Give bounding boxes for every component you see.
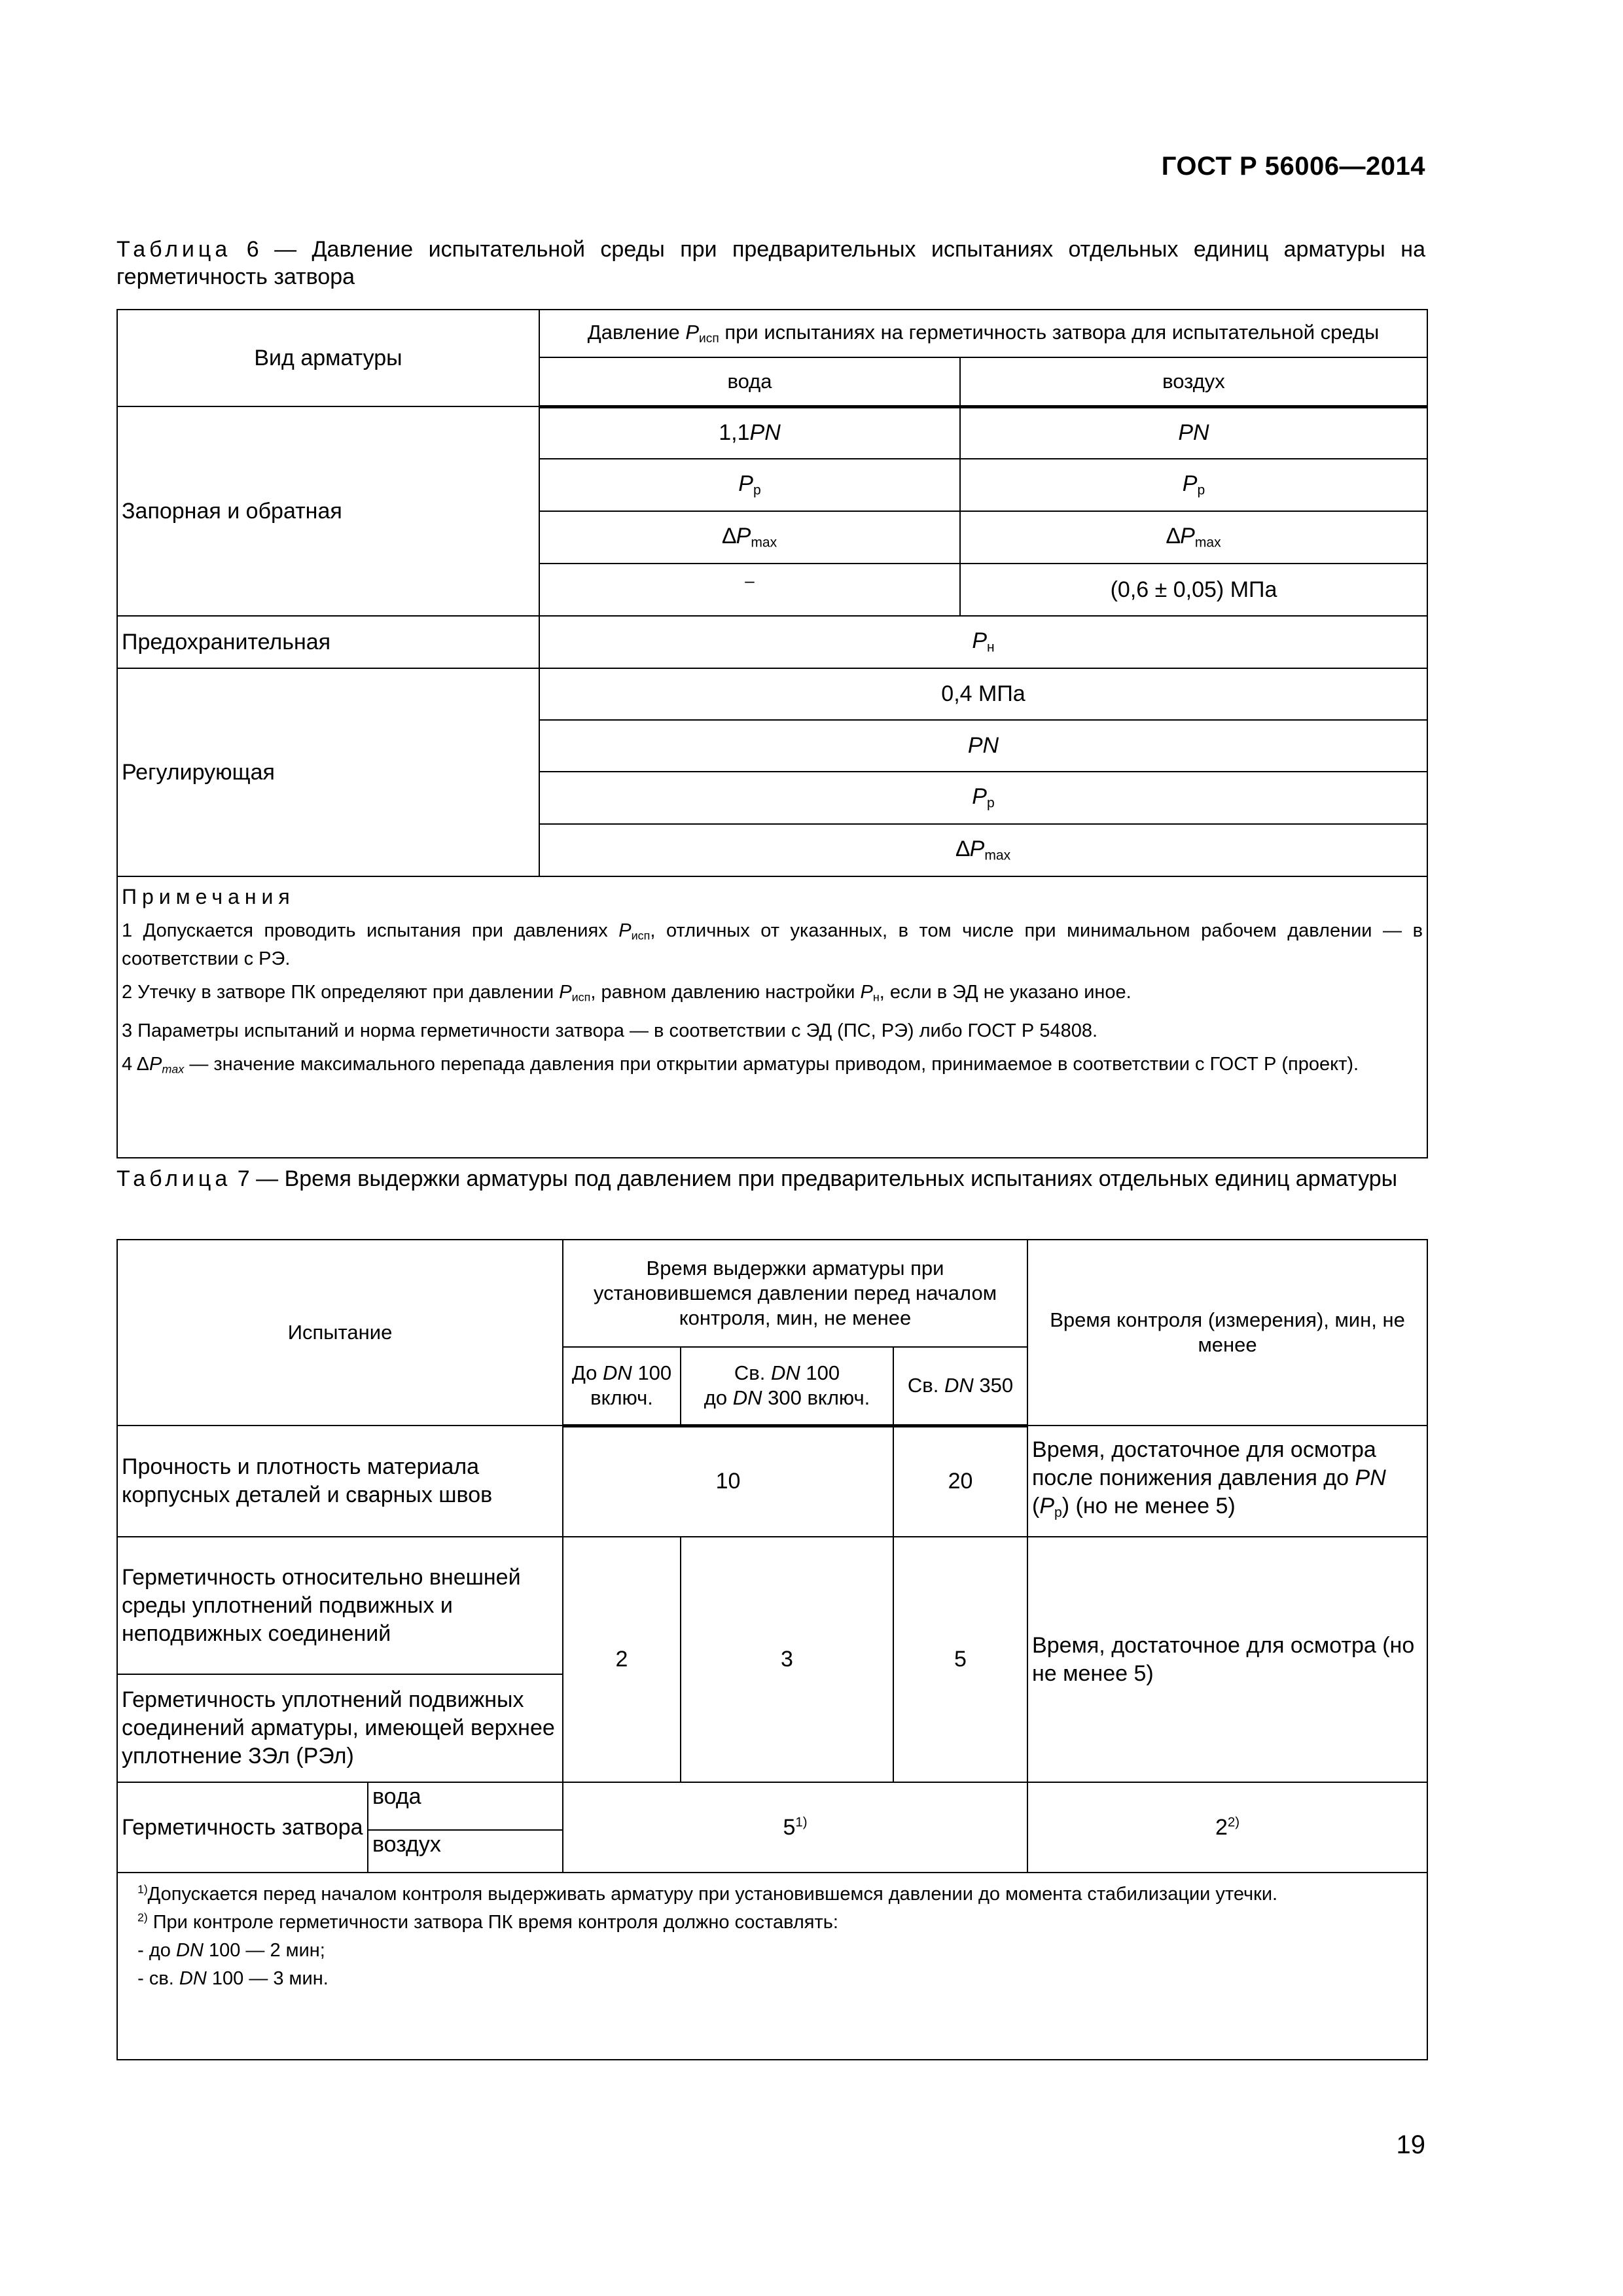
t7-shutter-water: вода bbox=[368, 1782, 563, 1830]
t7-head-dn-1: До DN 100 включ. bbox=[563, 1347, 681, 1426]
t6-shutoff-air-1: PN bbox=[960, 406, 1427, 459]
table7-caption bbox=[116, 1165, 1425, 1193]
footnote-1: $^{1)}$Допускается перед началом контроля выдерживать арматуру при установившемся давлении до момента стабилизации утечки. bbox=[137, 1882, 1278, 1905]
table7 bbox=[116, 1239, 1428, 2060]
t6-control-value-4: $\Delta P_{max}$ bbox=[539, 824, 1427, 876]
t7-external-control: Время, достаточное для осмотра (но не менее 5) bbox=[1027, 1537, 1427, 1782]
note-2: 2 Утечку в затворе ПК определяют при давлении $P_{исп}$, равном давлению настройки $P_н$, если в ЭД не указано иное. bbox=[122, 982, 1132, 1004]
t6-safety-value: $P_н$ bbox=[539, 616, 1427, 668]
t7-external-hold-2: 3 bbox=[681, 1537, 893, 1782]
t7-head-control-time: Время контроля (измерения), мин, не менее bbox=[1027, 1240, 1427, 1426]
t7-strength-hold-3: 20 bbox=[893, 1426, 1027, 1537]
t7-strength-label: Прочность и плотность материала корпусных деталей и сварных швов bbox=[117, 1426, 563, 1537]
t7-backseat-label: Герметичность уплотнений подвижных соединений арматуры, имеющей верхнее уплотнение ЗЭл (РЭл) bbox=[117, 1674, 563, 1782]
t7-strength-hold-12: 10 bbox=[563, 1426, 893, 1537]
footnote-2-item-1: - до DN 100 — 2 мин; bbox=[137, 1940, 325, 1961]
footnote-2: $^{2)}$ При контроле герметичности затвора ПК время контроля должно составлять: bbox=[137, 1910, 838, 1933]
table6-caption bbox=[116, 236, 1425, 291]
t6-shutoff-water-1: 1,1PN bbox=[539, 406, 960, 459]
table6-caption-text: 6 — Давление испытательной среды при предварительных испытаниях отдельных единиц арматуры на герметичность затвора bbox=[116, 237, 1425, 289]
t6-shutoff-water-3: $\Delta P_{max}$ bbox=[539, 511, 960, 564]
page-number: 19 bbox=[1396, 2130, 1425, 2159]
t7-shutter-air: воздух bbox=[368, 1830, 563, 1873]
standard-designation: ГОСТ Р 56006—2014 bbox=[1161, 152, 1425, 181]
t7-external-hold-3: 5 bbox=[893, 1537, 1027, 1782]
t6-head-air: воздух bbox=[960, 357, 1427, 406]
t7-shutter-label: Герметичность затвора bbox=[117, 1782, 368, 1873]
notes-title: Примечания bbox=[122, 885, 295, 908]
t6-head-water: вода bbox=[539, 357, 960, 406]
t7-head-hold-time: Время выдержки арматуры при установившемся давлении перед началом контроля, мин, не менее bbox=[563, 1240, 1027, 1347]
table7-caption-label: Таблица bbox=[116, 1166, 232, 1191]
t6-shutoff-water-4: – bbox=[539, 564, 960, 616]
t7-strength-control: Время, достаточное для осмотра после понижения давления до PN $(P_р)$ (но не менее 5) bbox=[1027, 1426, 1427, 1537]
t6-shutoff-air-3: $\Delta P_{max}$ bbox=[960, 511, 1427, 564]
t6-control-value-3: $P_р$ bbox=[539, 772, 1427, 824]
t7-head-dn-3: Св. DN 350 bbox=[893, 1347, 1027, 1426]
t6-notes bbox=[117, 876, 1427, 1158]
t6-control-label: Регулирующая bbox=[117, 668, 539, 876]
t6-control-value-2: PN bbox=[539, 720, 1427, 772]
note-4: 4 ΔPmax — значение максимального перепада давления при открытии арматуры приводом, принимаемое в соответствии с ГОСТ Р (проект). bbox=[122, 1053, 1359, 1076]
t6-safety-label: Предохранительная bbox=[117, 616, 539, 668]
t6-control-value-1: 0,4 МПа bbox=[539, 668, 1427, 720]
footnote-2-item-2: - св. DN 100 — 3 мин. bbox=[137, 1968, 329, 1989]
t7-shutter-hold: 5$^{1)}$ bbox=[563, 1782, 1027, 1873]
note-3: 3 Параметры испытаний и норма герметичности затвора — в соответствии с ЭД (ПС, РЭ) либо ГОСТ Р 54808. bbox=[122, 1020, 1098, 1041]
t7-head-dn-2: Св. DN 100 до DN 300 включ. bbox=[681, 1347, 893, 1426]
t6-shutoff-water-2: $P_р$ bbox=[539, 459, 960, 511]
t7-head-test: Испытание bbox=[117, 1240, 563, 1426]
t7-external-hold-1: 2 bbox=[563, 1537, 681, 1782]
t7-external-label: Герметичность относительно внешней среды уплотнений подвижных и неподвижных соединений bbox=[117, 1537, 563, 1674]
t6-head-type: Вид арматуры bbox=[117, 310, 539, 406]
t6-head-pressure: Давление $P_{исп}$ при испытаниях на герметичность затвора для испытательной среды bbox=[539, 310, 1427, 357]
t6-shutoff-label: Запорная и обратная bbox=[117, 406, 539, 616]
t7-shutter-control: 2$^{2)}$ bbox=[1027, 1782, 1427, 1873]
note-1: 1 Допускается проводить испытания при давлениях $P_{исп}$, отличных от указанных, в том числе при минимальном рабочем давлении — в соответствии с РЭ. bbox=[122, 920, 1423, 970]
t6-shutoff-air-2: $P_р$ bbox=[960, 459, 1427, 511]
table6-caption-label: Таблица bbox=[116, 237, 232, 262]
t7-footnotes bbox=[117, 1873, 1427, 2060]
t6-shutoff-air-4: (0,6 ± 0,05) МПа bbox=[960, 564, 1427, 616]
table7-caption-text: 7 — Время выдержки арматуры под давлением при предварительных испытаниях отдельных единиц арматуры bbox=[237, 1166, 1398, 1191]
table6 bbox=[116, 309, 1428, 1158]
